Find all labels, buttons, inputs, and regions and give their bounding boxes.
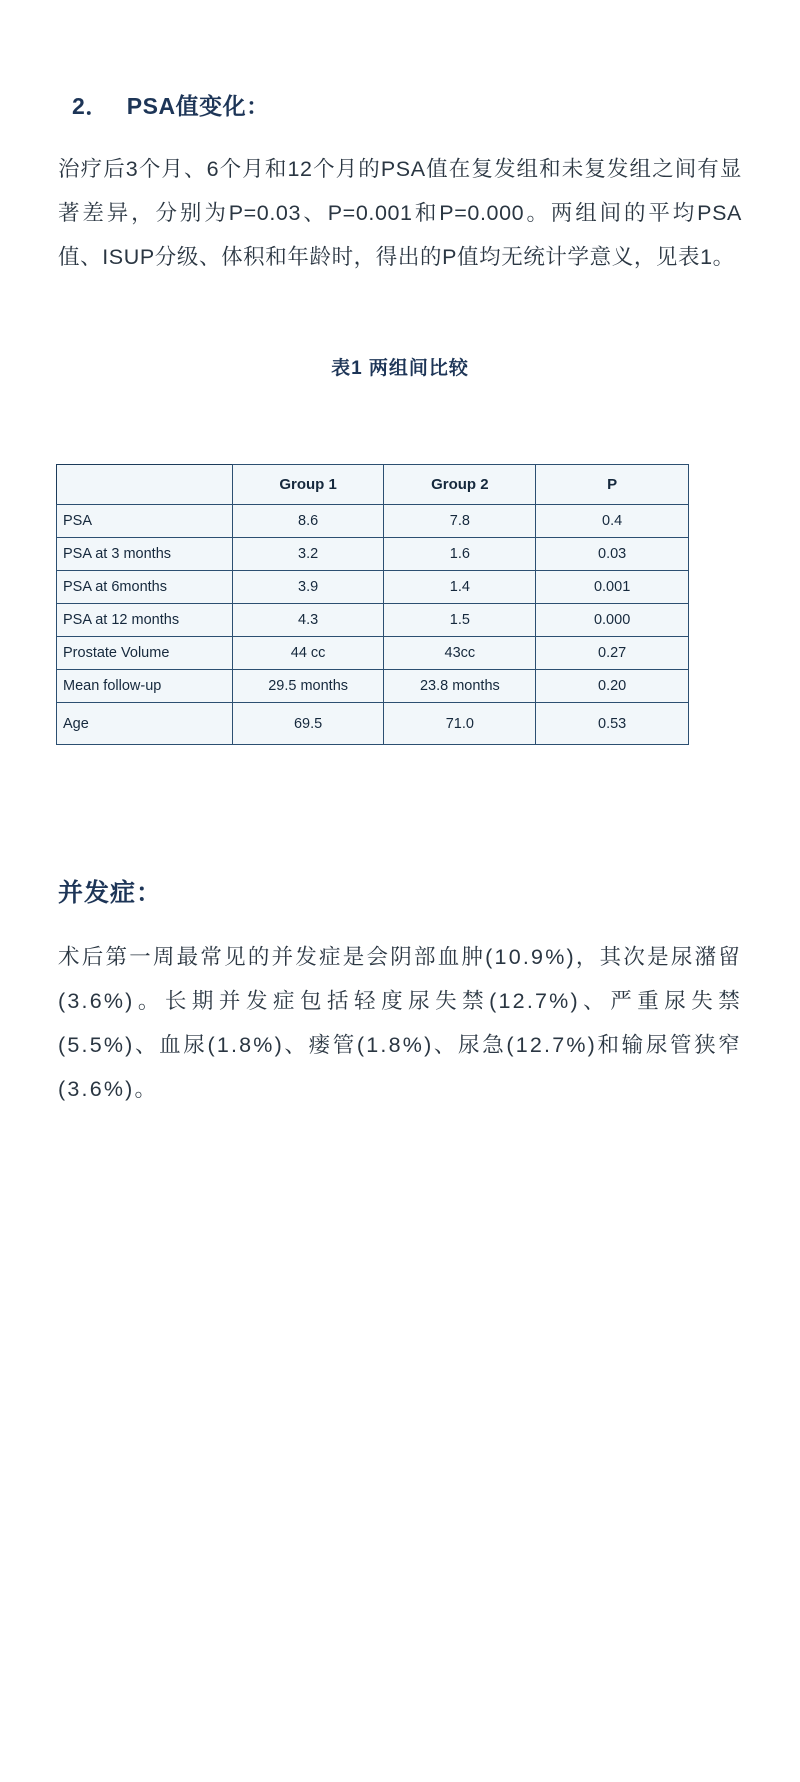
table-header-group2: Group 2 [384, 465, 536, 505]
complications-paragraph: 术后第一周最常见的并发症是会阴部血肿(10.9%)，其次是尿潴留(3.6%)。长期并发症包括轻度尿失禁(12.7%)、严重尿失禁(5.5%)、血尿(1.8%)、瘘管(1.8%)、尿急(12.7%)和输尿管狭窄(3.6%)。 [58, 945, 742, 1102]
cell-group1: 8.6 [232, 505, 384, 538]
complications-heading: 并发症： [58, 879, 163, 908]
table-row [57, 670, 689, 703]
cell-group1: 69.5 [232, 703, 384, 745]
cell-group1: 44 cc [232, 637, 384, 670]
section-title: PSA值变化： [126, 93, 270, 119]
cell-group1: 29.5 months [232, 670, 384, 703]
table-header-p: P [536, 465, 689, 505]
cell-p: 0.27 [536, 637, 689, 670]
document-page [0, 88, 800, 1782]
row-label: Age [57, 703, 233, 745]
cell-group2: 7.8 [384, 505, 536, 538]
cell-group2: 1.6 [384, 538, 536, 571]
row-label: PSA at 3 months [57, 538, 233, 571]
table-header-row [57, 465, 689, 505]
cell-group2: 23.8 months [384, 670, 536, 703]
cell-group1: 3.2 [232, 538, 384, 571]
cell-group2: 43cc [384, 637, 536, 670]
cell-group2: 71.0 [384, 703, 536, 745]
table-row [57, 604, 689, 637]
table-header-blank [57, 465, 233, 505]
cell-p: 0.53 [536, 703, 689, 745]
cell-group1: 4.3 [232, 604, 384, 637]
table-row [57, 538, 689, 571]
cell-p: 0.20 [536, 670, 689, 703]
cell-p: 0.001 [536, 571, 689, 604]
table-row [57, 703, 689, 745]
row-label: PSA [57, 505, 233, 538]
section-number: 2． [72, 93, 109, 119]
cell-group1: 3.9 [232, 571, 384, 604]
table-caption: 表1 两组间比较 [331, 358, 469, 380]
row-label: PSA at 12 months [57, 604, 233, 637]
cell-group2: 1.5 [384, 604, 536, 637]
row-label: Prostate Volume [57, 637, 233, 670]
cell-group2: 1.4 [384, 571, 536, 604]
cell-p: 0.03 [536, 538, 689, 571]
table-row [57, 637, 689, 670]
row-label: PSA at 6months [57, 571, 233, 604]
section-heading [72, 88, 742, 121]
cell-p: 0.000 [536, 604, 689, 637]
section-paragraph: 治疗后3个月、6个月和12个月的PSA值在复发组和未复发组之间有显著差异，分别为P=0.03、P=0.001和P=0.000。两组间的平均PSA值、ISUP分级、体积和年龄时，得出的P值均无统计学意义，见表1。 [58, 157, 742, 270]
comparison-table [56, 464, 689, 745]
cell-p: 0.4 [536, 505, 689, 538]
row-label: Mean follow-up [57, 670, 233, 703]
comparison-table-wrapper [56, 464, 742, 745]
table-row [57, 505, 689, 538]
table-header-group1: Group 1 [232, 465, 384, 505]
table-row [57, 571, 689, 604]
